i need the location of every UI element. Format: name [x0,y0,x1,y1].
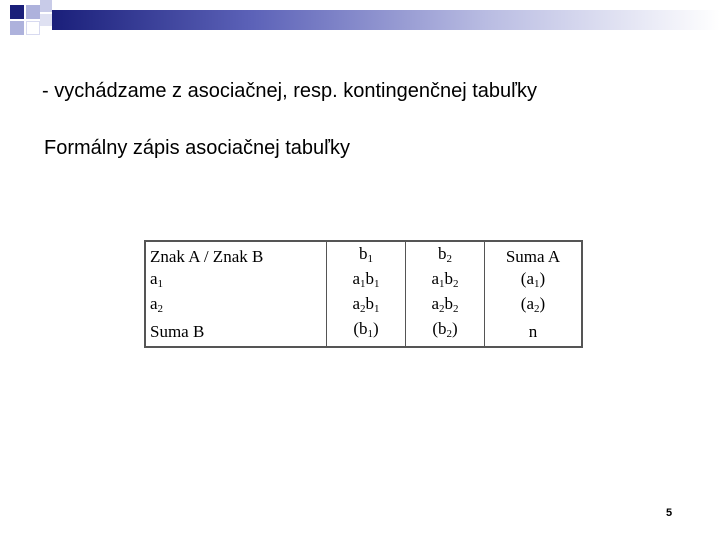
association-table [144,240,583,348]
cell-sum-b1: $(b_1)$ [327,319,406,347]
cell-a2b1: $a_2b_1$ [327,294,406,319]
table-header-row [145,241,582,269]
cell-a2b2: $a_2b_2$ [406,294,485,319]
corner-square-light-small [40,0,52,12]
cell-sum-a2: $(a_2)$ [520,294,546,315]
table-row-a1 [145,269,582,294]
corner-square-light [26,5,40,19]
corner-square-light-small [40,14,52,26]
cell-a1b1: $a_1b_1$ [327,269,406,294]
table-row-a2 [145,294,582,319]
row-sum-b-label: Suma B [145,319,327,347]
corner-square-dark [10,5,24,19]
bullet-line-association-table: - vychádzame z asociačnej, resp. kontingenčnej tabuľky [42,80,537,102]
row-a1-label: $a_1$ [145,269,327,294]
heading-formal-notation: Formálny zápis asociačnej tabuľky [44,137,350,159]
header-sum-a-cell: Suma A [505,246,561,266]
row-a2-label: $a_2$ [145,294,327,319]
cell-total-n: n [528,321,538,341]
cell-a1b2: $a_1b_2$ [406,269,485,294]
header-gradient-band [52,10,720,30]
cell-sum-a1: $(a_1)$ [520,269,546,290]
cell-sum-b2: $(b_2)$ [406,319,485,347]
corner-square-light [10,21,24,35]
table-row-sum-b [145,319,582,347]
header-b2-cell: $b_2$ [406,241,485,269]
header-label-cell: Znak A / Znak B [145,241,327,269]
page-number: 5 [666,507,673,519]
header-b1-cell: $b_1$ [327,241,406,269]
corner-square-white [26,21,40,35]
